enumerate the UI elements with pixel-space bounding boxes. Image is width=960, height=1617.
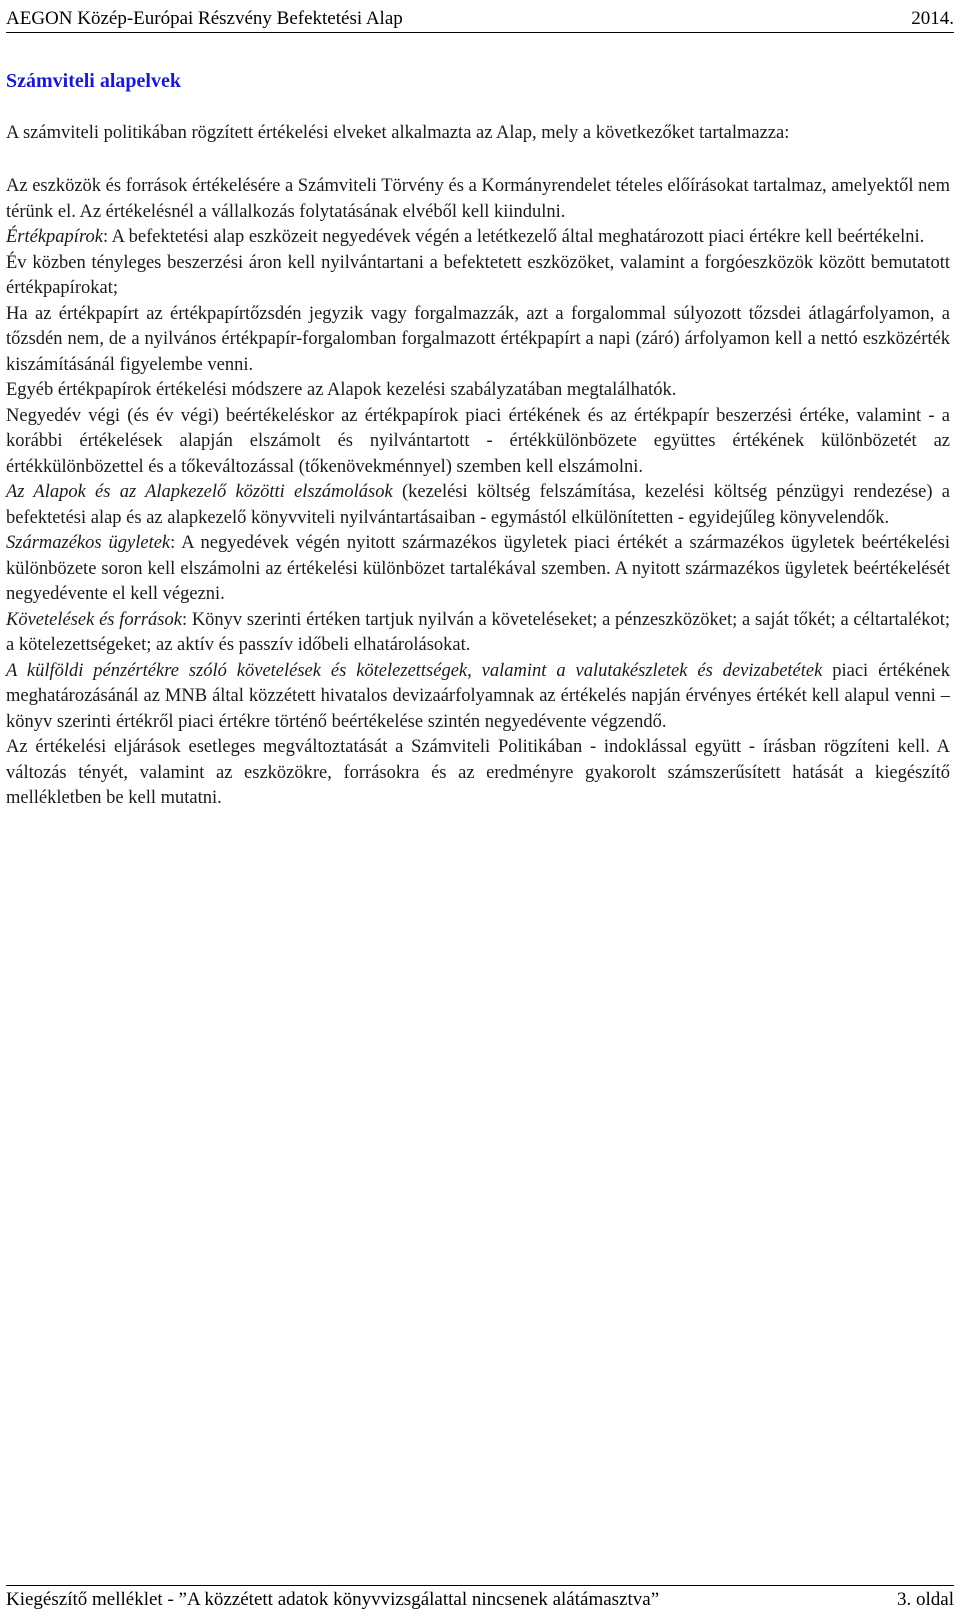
page-footer — [6, 1585, 954, 1611]
intro-paragraph: A számviteli politikában rögzített értékelési elveket alkalmazta az Alap, mely a következőket tartalmazza: — [6, 123, 790, 143]
section-title: Számviteli alapelvek — [6, 70, 181, 92]
paragraph-valuation-basis: Az eszközök és források értékelésére a Számviteli Törvény és a Kormányrendelet tételes előírásokat tartalmaz, amelyektől nem térünk el. Az értékelésnél a vállalkozás folytatásának elvéből kell kiindulni. — [6, 176, 950, 222]
paragraph-receivables-text: : Könyv szerinti értéken tartjuk nyilván a követeléseket; a pénzeszközöket; a saját tőkét; a céltartalékot; a kötelezettségeket; az aktív és passzív időbeli elhatárolásokat. — [6, 609, 950, 655]
paragraph-securities — [6, 225, 950, 251]
page-header — [6, 0, 954, 33]
paragraph-securities-text: : A befektetési alap eszközeit negyedévek végén a letétkezelő által meghatározott piaci értékre kell beértékelni. — [102, 227, 925, 247]
paragraph-fund-settlements — [6, 480, 950, 531]
header-title: AEGON Közép-Európai Részvény Befektetési Alap — [6, 8, 403, 29]
header-year: 2014. — [911, 8, 954, 29]
term-receivables: Követelések és források — [6, 609, 182, 630]
page-content — [6, 68, 950, 812]
paragraph-exchange-price: Ha az értékpapírt az értékpapírtőzsdén jegyzik vagy forgalmazzák, azt a forgalommal súlyozott tőzsdei átlagárfolyamon, a tőzsdén nem, de a nyilvános értékpapír-forgalomban forgalmazott értékpapírt a napi (záró) árfolyamon kell a nettó eszközérték kiszámításánál figyelembe venni. — [6, 303, 950, 375]
paragraph-derivatives — [6, 531, 950, 608]
footer-note: Kiegészítő melléklet - ”A közzétett adatok könyvvizsgálattal nincsenek alátámasztva” — [6, 1589, 660, 1610]
paragraph-quarter-end: Negyedév végi (és év végi) beértékeléskor az értékpapírok piaci értékének és az értékpapír beszerzési értéke, valamint - a korábbi értékelések alapján elszámolt és nyilvántartott - értékkülönbözete együttes értékének különbözetét az értékkülönbözettel és a tőkeváltozással (tőkenövekménnyel) szemben kell elszámolni. — [6, 405, 950, 477]
page-number: 3. oldal — [897, 1589, 954, 1610]
paragraph-purchase-price: Év közben tényleges beszerzési áron kell nyilvántartani a befektetett eszközöket, valamint a forgóeszközök között bemutatott értékpapírokat; — [6, 252, 950, 298]
paragraph-foreign-currency-text: piaci értékének meghatározásánál az MNB által közzétett hivatalos devizaárfolyamnak az értékelés napján érvényes értékét kell alapul venni – könyv szerinti értékről piaci értékre történő beértékelése szintén negyedévente végzendő. — [6, 660, 950, 732]
paragraph-derivatives-text: : A negyedévek végén nyitott származékos ügyletek piaci értékét a származékos ügyletek beértékelési különbözete soron kell elszámolni az értékelési különbözet tartalékával szemben. A nyitott származékos ügyletek beértékelését negyedévente el kell végezni. — [6, 533, 950, 604]
paragraph-receivables — [6, 608, 950, 659]
paragraph-fund-settlements-text: (kezelési költség felszámítása, kezelési költség pénzügyi rendezése) a befektetési alap és az alapkezelő könyvviteli nyilvántartásaiban - egymástól elkülönítetten - egyidejűleg könyvelendők. — [6, 482, 951, 528]
paragraph-foreign-currency — [6, 659, 950, 736]
term-derivatives: Származékos ügyletek — [6, 533, 171, 553]
term-fund-settlements: Az Alapok és az Alapkezelő közötti elszámolások — [6, 482, 393, 502]
paragraph-other-securities: Egyéb értékpapírok értékelési módszere az Alapok kezelési szabályzatában megtalálhatók. — [6, 380, 677, 400]
term-securities: Értékpapírok — [6, 227, 103, 247]
paragraph-method-changes: Az értékelési eljárások esetleges megváltoztatását a Számviteli Politikában - indoklással együtt - írásban rögzíteni kell. A változás tényét, valamint az eszközökre, forrásokra és az eredményre gyakorolt számszerűsített hatását a kiegészítő mellékletben be kell mutatni. — [6, 737, 950, 808]
term-foreign-currency: A külföldi pénzértékre szóló követelések és kötelezettségek, valamint a valutakészletek és devizabetétek — [6, 660, 823, 681]
